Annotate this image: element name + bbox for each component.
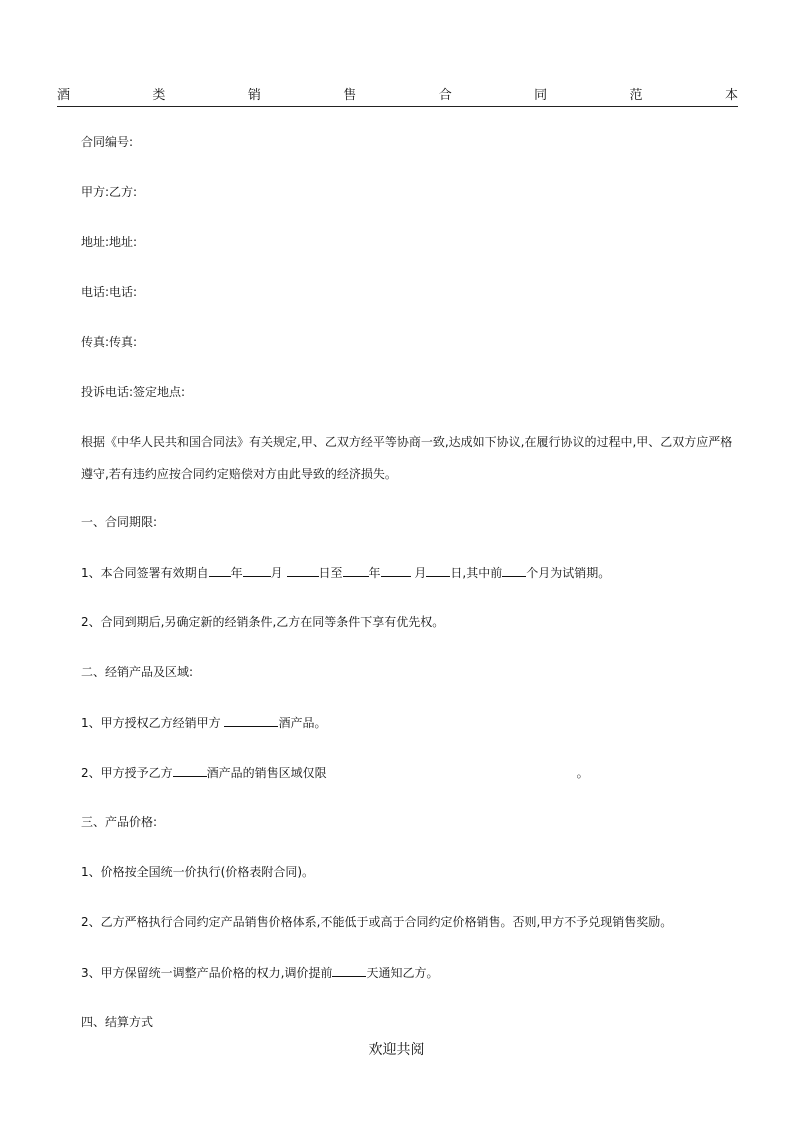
section-4-heading: 四、结算方式: [81, 1015, 154, 1029]
text: 年: [230, 566, 243, 580]
intro-paragraph: [57, 426, 738, 490]
section-2-item-1: [81, 714, 326, 731]
section-1-item-1: [81, 564, 610, 581]
text: 日,其中前: [450, 566, 503, 580]
blank-line: [224, 714, 278, 727]
footer-text: 欢迎共阅: [368, 1042, 425, 1058]
blank-line: [287, 564, 319, 577]
contract-number-field: 合同编号:: [81, 135, 134, 149]
fax-field: 传真:传真:: [81, 335, 138, 349]
title-char: 酒: [57, 87, 71, 103]
title-char: 同: [534, 87, 548, 103]
section-1-item-2: 2、合同到期后,另确定新的经销条件,乙方在同等条件下享有优先权。: [81, 615, 445, 629]
section-3-item-2: 2、乙方严格执行合同约定产品销售价格体系,不能低于或高于合同约定价格销售。否则,甲方不予兑现销售奖励。: [81, 915, 673, 929]
text: 酒产品的销售区域仅限: [206, 766, 327, 780]
section-3-item-3: [81, 964, 438, 981]
document-title: [57, 80, 738, 107]
blank-line: [173, 764, 207, 777]
text: 2、甲方授予乙方: [81, 766, 173, 780]
text: 日至: [318, 566, 343, 580]
text: 3、甲方保留统一调整产品价格的权力,调价提前: [81, 966, 333, 980]
section-1-heading: 一、合同期限:: [81, 515, 158, 529]
section-3-heading: 三、产品价格:: [81, 815, 158, 829]
address-field: 地址:地址:: [81, 235, 138, 249]
blank-line: [243, 564, 271, 577]
party-field: 甲方:乙方:: [81, 185, 138, 199]
text: 个月为试销期。: [526, 566, 611, 580]
phone-field: 电话:电话:: [81, 285, 138, 299]
intro-text: 根据《中华人民共和国合同法》有关规定,甲、乙双方经平等协商一致,达成如下协议,在履行协议的过程中,甲、乙双方应严格遵守,若有违约应按合同约定赔偿对方由此导致的经济损失。: [81, 435, 733, 481]
text: 酒产品。: [278, 716, 327, 730]
text: 月: [414, 566, 427, 580]
section-2-heading: 二、经销产品及区域:: [81, 665, 194, 679]
title-char: 范: [629, 87, 643, 103]
blank-line: [426, 564, 450, 577]
text: 天通知乙方。: [366, 966, 439, 980]
title-char: 本: [724, 87, 738, 103]
text: 1、甲方授权乙方经销甲方: [81, 716, 221, 730]
blank-line: [381, 564, 411, 577]
section-3-item-1: 1、价格按全国统一价执行(价格表附合同)。: [81, 865, 314, 879]
section-2-item-2: [81, 764, 589, 781]
text: 月: [270, 566, 283, 580]
title-char: 售: [343, 87, 357, 103]
text: 1、本合同签署有效期自: [81, 566, 209, 580]
blank-line: [332, 964, 366, 977]
blank-line: [502, 564, 526, 577]
blank-line: [343, 564, 369, 577]
title-char: 类: [152, 87, 166, 103]
title-char: 合: [438, 87, 452, 103]
text: 年: [368, 566, 381, 580]
text: 。: [576, 766, 589, 780]
blank-line: [209, 564, 231, 577]
complaint-phone-field: 投诉电话:签定地点:: [81, 385, 186, 399]
title-char: 销: [247, 87, 261, 103]
